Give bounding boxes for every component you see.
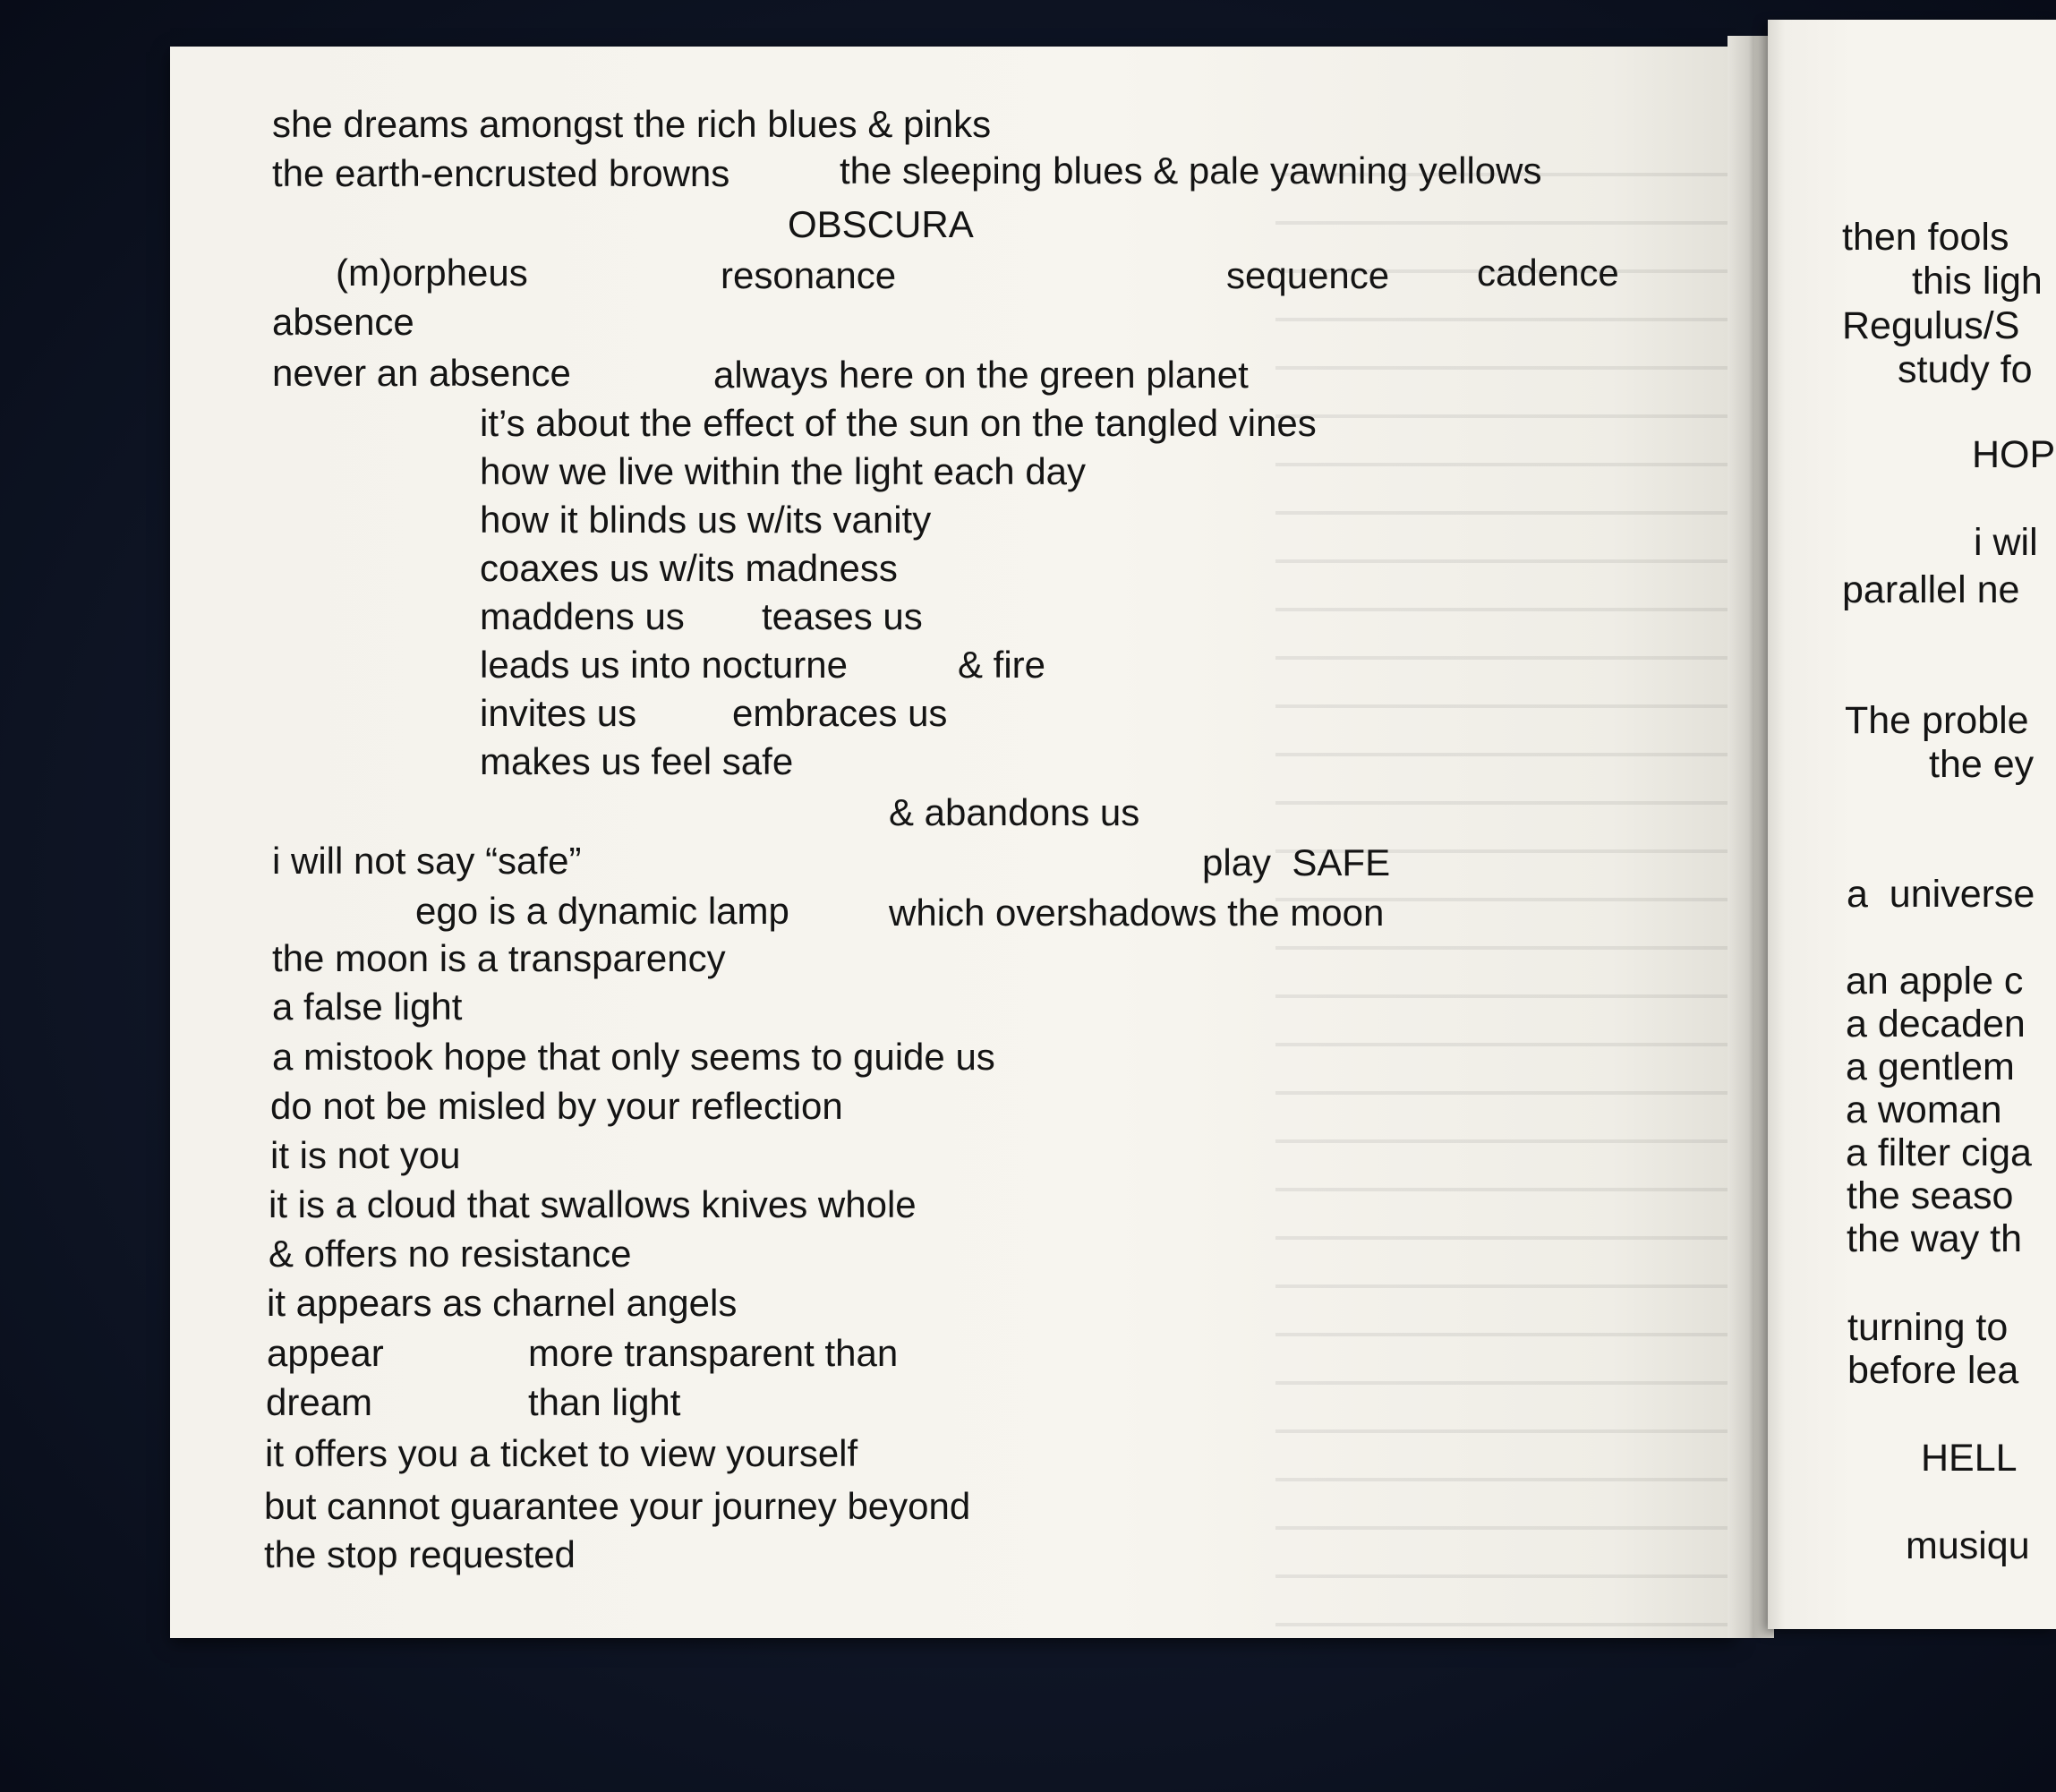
poem-line: it offers you a ticket to view yourself bbox=[265, 1432, 858, 1474]
right-page-line: i wil bbox=[1974, 521, 2038, 564]
right-page-line: a decaden bbox=[1846, 1003, 2026, 1045]
right-page-line: then fools bbox=[1842, 216, 2009, 259]
poem-line: appear bbox=[267, 1332, 384, 1374]
right-page-line: the seaso bbox=[1847, 1174, 2014, 1217]
poem-line: but cannot guarantee your journey beyond bbox=[264, 1485, 971, 1527]
poem-line: more transparent than bbox=[528, 1332, 899, 1374]
poem-line: makes us feel safe bbox=[480, 740, 794, 782]
poem-line: i will not say “safe” bbox=[272, 840, 582, 882]
poem-word: (m)orpheus bbox=[336, 252, 528, 294]
poem-line: the sleeping blues & pale yawning yellows bbox=[840, 149, 1542, 192]
right-page-heading: HOP bbox=[1972, 433, 2056, 476]
poem-line: never an absence bbox=[272, 352, 571, 394]
poem-line: ego is a dynamic lamp bbox=[415, 890, 789, 932]
poem-line: how it blinds us w/its vanity bbox=[480, 499, 932, 541]
poem-word: cadence bbox=[1477, 252, 1619, 294]
poem-line: dream bbox=[266, 1381, 373, 1423]
poem-line: the stop requested bbox=[264, 1533, 576, 1575]
right-page-line: a gentlem bbox=[1846, 1045, 2015, 1088]
right-page-line: a universe bbox=[1847, 873, 2035, 916]
right-page-line: an apple c bbox=[1846, 960, 2024, 1003]
right-page-line: a woman bbox=[1846, 1088, 2002, 1131]
right-page-line: The proble bbox=[1845, 699, 2029, 742]
poem-line: invites us bbox=[480, 692, 637, 734]
poem-line: the moon is a transparency bbox=[272, 937, 726, 979]
poem-line: the earth-encrusted browns bbox=[272, 152, 730, 194]
poem-line: coaxes us w/its madness bbox=[480, 547, 898, 589]
poem-line: how we live within the light each day bbox=[480, 450, 1087, 492]
poem-line: she dreams amongst the rich blues & pinks bbox=[272, 103, 992, 145]
poem-line: it’s about the effect of the sun on the tangled vines bbox=[480, 402, 1317, 444]
right-page-line: turning to bbox=[1847, 1306, 2009, 1349]
poem-line: it is not you bbox=[270, 1134, 461, 1176]
right-page-line: a filter ciga bbox=[1846, 1131, 2032, 1174]
right-page-line: musiqu bbox=[1906, 1524, 2030, 1567]
poem-line: embraces us bbox=[732, 692, 948, 734]
poem-line: it is a cloud that swallows knives whole bbox=[269, 1183, 917, 1225]
poem-word: resonance bbox=[721, 254, 897, 296]
poem-line: teases us bbox=[762, 595, 923, 637]
poem-line: a mistook hope that only seems to guide us bbox=[272, 1036, 995, 1078]
right-page-line: Regulus/S bbox=[1842, 304, 2020, 347]
poem-line: leads us into nocturne bbox=[480, 644, 848, 686]
poem-line: which overshadows the moon bbox=[889, 892, 1385, 934]
right-page-line: before lea bbox=[1847, 1349, 2019, 1392]
poem-word: sequence bbox=[1226, 254, 1390, 296]
right-page-line: the ey bbox=[1929, 743, 2035, 786]
poem-line: & offers no resistance bbox=[269, 1233, 632, 1275]
right-page-line: this ligh bbox=[1912, 260, 2043, 303]
poem-line: a false light bbox=[272, 986, 463, 1028]
poem-line: do not be misled by your reflection bbox=[270, 1085, 843, 1127]
poem-line: maddens us bbox=[480, 595, 685, 637]
right-page-line: parallel ne bbox=[1842, 568, 2020, 611]
poem-line: it appears as charnel angels bbox=[267, 1282, 738, 1324]
poem-line: than light bbox=[528, 1381, 681, 1423]
poem-line: & fire bbox=[958, 644, 1046, 686]
right-page-line: study fo bbox=[1898, 348, 2033, 391]
poem-line: play SAFE bbox=[1202, 841, 1391, 883]
right-page-heading: HELL bbox=[1921, 1437, 2018, 1480]
poem-line: & abandons us bbox=[889, 791, 1140, 833]
right-page-line: the way th bbox=[1847, 1217, 2022, 1260]
poem-line: absence bbox=[272, 301, 414, 343]
section-title: OBSCURA bbox=[788, 203, 974, 245]
poem-line: always here on the green planet bbox=[713, 354, 1249, 396]
